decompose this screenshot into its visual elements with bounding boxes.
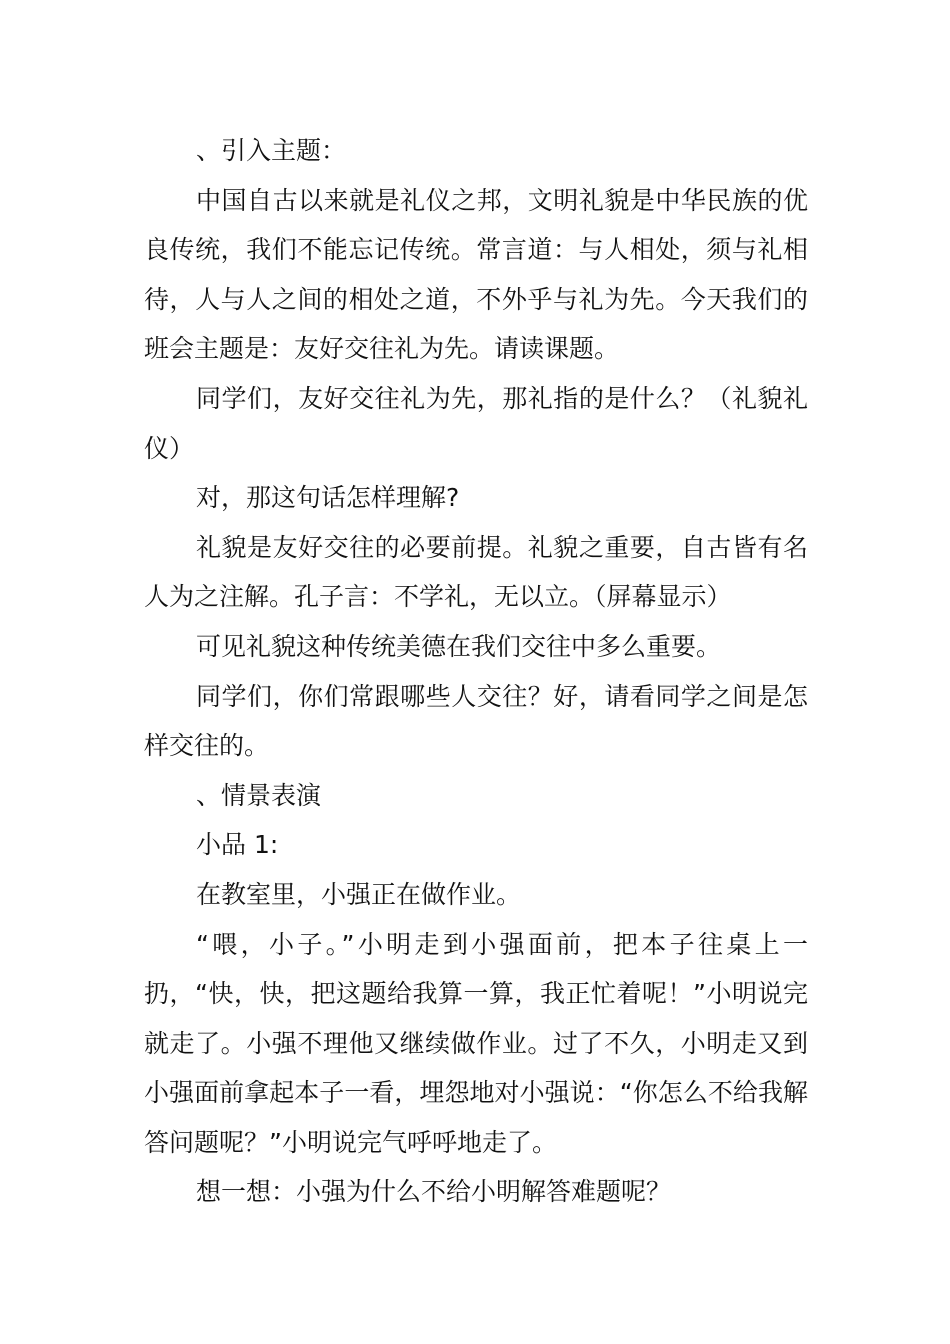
paragraph-virtue: 可见礼貌这种传统美德在我们交往中多么重要。	[196, 631, 722, 661]
skit-title: 小品 1:	[196, 830, 279, 860]
paragraph-classmates: 同学们，你们常跟哪些人交往？好，请看同学之间是怎样交往的。	[144, 681, 808, 761]
paragraph-intro: 中国自古以来就是礼仪之邦，文明礼貌是中华民族的优良传统，我们不能忘记传统。常言道：与人相处，须与礼相待，人与人之间的相处之道，不外乎与礼为先。今天我们的班会主题是：友好交往礼为先。请读课题。	[144, 185, 808, 364]
section-heading-performance: 、情景表演	[196, 780, 322, 810]
document-body	[144, 126, 808, 1217]
section-heading-intro: 、引入主题：	[196, 136, 347, 165]
paragraph-question: 同学们，友好交往礼为先，那礼指的是什么？（礼貌礼仪）	[144, 383, 808, 463]
paragraph-understanding: 对，那这句话怎样理解?	[196, 483, 460, 513]
paragraph-dialogue: “喂，小子。”小明走到小强面前，把本子往桌上一扔，“快，快，把这题给我算一算，我正忙着呢！”小明说完就走了。小强不理他又继续做作业。过了不久，小明走又到小强面前拿起本子一看，埋怨地对小强说：“你怎么不给我解答问题呢？”小明说完气呼呼地走了。	[144, 929, 808, 1157]
paragraph-think: 想一想：小强为什么不给小明解答难题呢？	[196, 1177, 672, 1207]
paragraph-scene: 在教室里，小强正在做作业。	[196, 879, 522, 909]
paragraph-courtesy: 礼貌是友好交往的必要前提。礼貌之重要，自古皆有名人为之注解。孔子言：不学礼，无以立。（屏幕显示）	[144, 532, 808, 612]
